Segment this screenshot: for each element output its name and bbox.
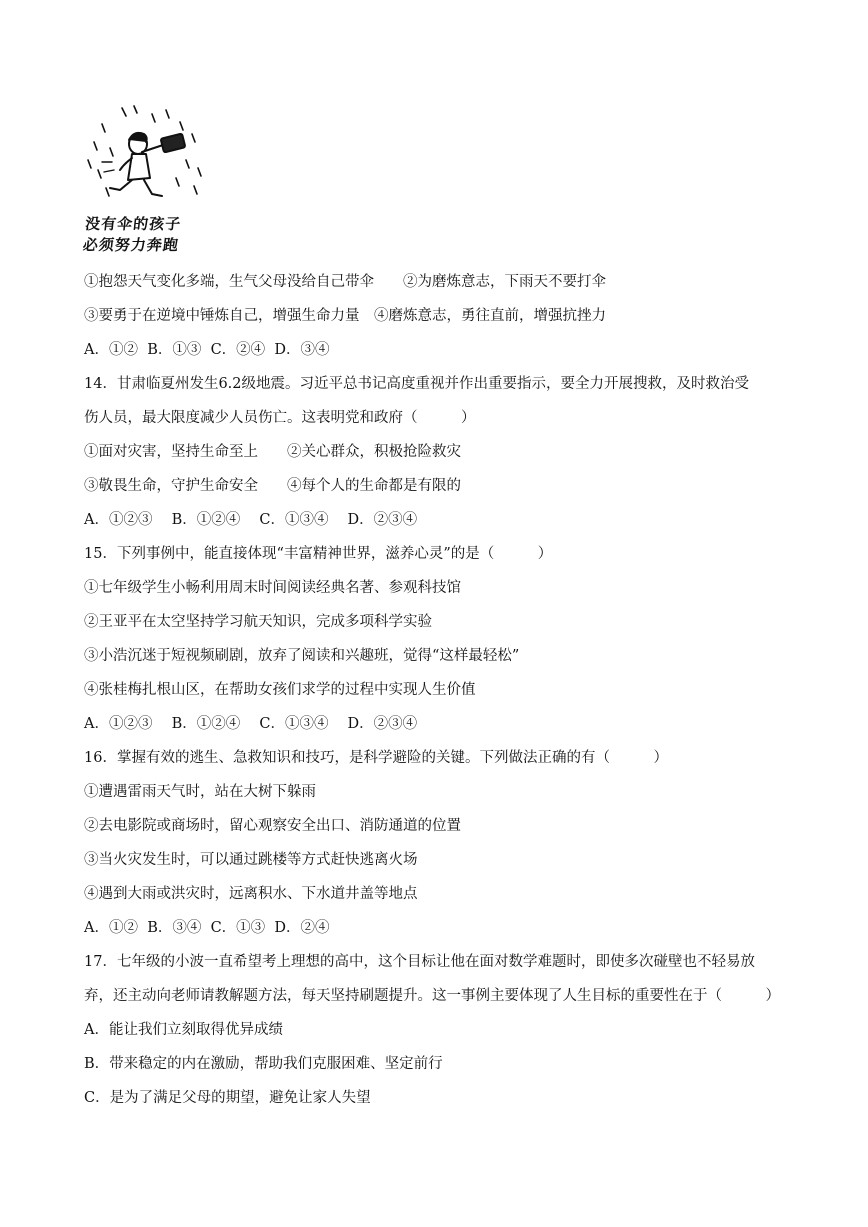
q17-stem-line-1: 17．七年级的小波一直希望考上理想的高中，这个目标让他在面对数学难题时，即使多次碰壁也不轻易放 (84, 954, 755, 970)
q14-option-line-2: ③敬畏生命，守护生命安全 ④每个人的生命都是有限的 (84, 478, 461, 494)
q16-option-3: ③当火灾发生时，可以通过跳楼等方式赶快逃离火场 (84, 852, 418, 868)
q13-option-line-2: ③要勇于在逆境中锤炼自己，增强生命力量 ④磨炼意志，勇往直前，增强抗挫力 (84, 308, 606, 324)
q16-option-2: ②去电影院或商场时，留心观察安全出口、消防通道的位置 (84, 818, 461, 834)
caption-line-2: 必须努力奔跑 (82, 236, 180, 254)
q14-stem-line-1: 14．甘肃临夏州发生6.2级地震。习近平总书记高度重视并作出重要指示，要全力开展搜救，及时救治受 (84, 376, 750, 392)
q13-option-line-1: ①抱怨天气变化多端，生气父母没给自己带伞 ②为磨炼意志，下雨天不要打伞 (84, 274, 606, 290)
q16-option-1: ①遭遇雷雨天气时，站在大树下躲雨 (84, 784, 316, 800)
running-child-in-rain-illustration (82, 104, 210, 206)
q13-answer-choices: A．①② B．①③ C．②④ D．③④ (84, 342, 330, 358)
q15-option-1: ①七年级学生小畅利用周末时间阅读经典名著、参观科技馆 (84, 580, 461, 596)
q15-option-4: ④张桂梅扎根山区，在帮助女孩们求学的过程中实现人生价值 (84, 682, 476, 698)
q16-option-4: ④遇到大雨或洪灾时，远离积水、下水道井盖等地点 (84, 886, 418, 902)
q16-answer-choices: A．①② B．③④ C．①③ D．②④ (84, 920, 330, 936)
q17-option-c: C．是为了满足父母的期望，避免让家人失望 (84, 1090, 371, 1106)
q16-stem: 16．掌握有效的逃生、急救知识和技巧，是科学避险的关键。下列做法正确的有（ ） (84, 750, 668, 766)
q15-answer-choices: A．①②③ B．①②④ C．①③④ D．②③④ (84, 716, 418, 732)
q17-option-a: A．能让我们立刻取得优异成绩 (84, 1022, 283, 1038)
q14-option-line-1: ①面对灾害，坚持生命至上 ②关心群众，积极抢险救灾 (84, 444, 461, 460)
caption-line-1: 没有伞的孩子 (84, 215, 183, 233)
q15-stem: 15．下列事例中，能直接体现“丰富精神世界，滋养心灵”的是（ ） (84, 546, 553, 562)
q17-option-b: B．带来稳定的内在激励，帮助我们克服困难、坚定前行 (84, 1056, 443, 1072)
q14-stem-line-2: 伤人员，最大限度减少人员伤亡。这表明党和政府（ ） (84, 410, 476, 426)
q15-option-2: ②王亚平在太空坚持学习航天知识，完成多项科学实验 (84, 614, 432, 630)
q15-option-3: ③小浩沉迷于短视频刷剧，放弃了阅读和兴趣班，觉得“这样最轻松” (84, 648, 520, 664)
illustration-caption (82, 214, 216, 256)
q14-answer-choices: A．①②③ B．①②④ C．①③④ D．②③④ (84, 512, 418, 528)
q17-stem-line-2: 弃，还主动向老师请教解题方法，每天坚持刷题提升。这一事例主要体现了人生目标的重要性在于（ ） (84, 988, 780, 1004)
